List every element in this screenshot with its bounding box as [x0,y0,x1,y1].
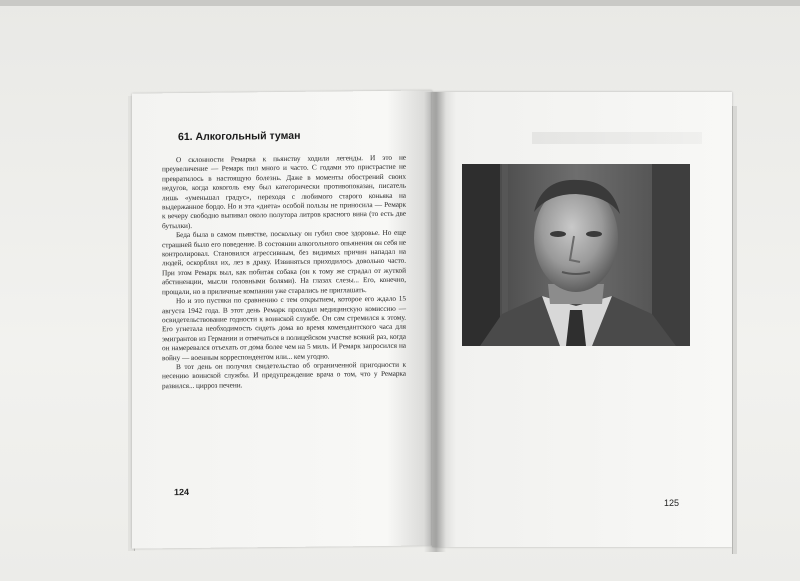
book-spine-shadow [424,92,446,552]
page-number-right: 125 [664,498,680,508]
page-number-left: 124 [174,486,190,498]
left-page [132,90,432,548]
paragraph: О склонности Ремарка к пьянству ходили легенды. И это не преувеличение — Ремарк пил много и часто. С годами это пристрастие не превратилось в настоящую болезнь. Даже в моменты обострений своих недугов, когда кокоголь ему был категорически противопоказан, писатель лишь «уменьшал градус», переходя с любимого старого коньяка на выдержанное бордо. Но и эта «диета» особой пользы не приносила — Ремарк к вечеру свободно выпивал около полутора литров красного вина (то есть две бутылки). [162,152,406,231]
portrait-photo [462,164,690,346]
chapter-body [162,153,406,391]
right-page [432,92,732,547]
paragraph: Но и это пустяки по сравнению с тем открытием, которое его ждало 15 августа 1942 года. В этот день Ремарк проходил медицинскую комиссию — освидетельствование годности к воинской службе. Он сам стремился к этому. Его угнетала необходимость сидеть дома во время комендантского часа для эмигрантов из Германии и отмечаться в полицейском участке всякий раз, когда он намеревался отъехать от дома более чем на 5 миль. И Ремарк запросился на войну — военным корреспондентом или... кем угодно. [162,293,406,362]
scan-top-edge [0,0,800,6]
portrait-image [462,164,690,346]
right-page-edge [732,106,737,554]
chapter-title: 61. Алкогольный туман [178,129,301,144]
paragraph: Беда была в самом пьянстве, поскольку он губил свое здоровье. Но еще страшней было его поведение. В состоянии алкогольного опьянения он себя не контролировал. Становился агрессивным, без видимых причин нападал на людей, оскорблял их, лез в драку. Извиняться приходилось довольно часто. При этом Ремарк выл, как побитая собака (он к тому же страдал от жуткой абстиненции, мысли головными болями). На глазах слезы... Его, конечно, прощали, но в приличные компании уже старались не приглашать. [162,227,406,296]
show-through-header [532,132,702,144]
open-book [128,92,736,554]
paragraph: В тот день он получил свидетельство об ограниченной пригодности к несению воинской службы. И предупреждение врача о том, что у Ремарка развился... цирроз печени. [162,359,406,391]
